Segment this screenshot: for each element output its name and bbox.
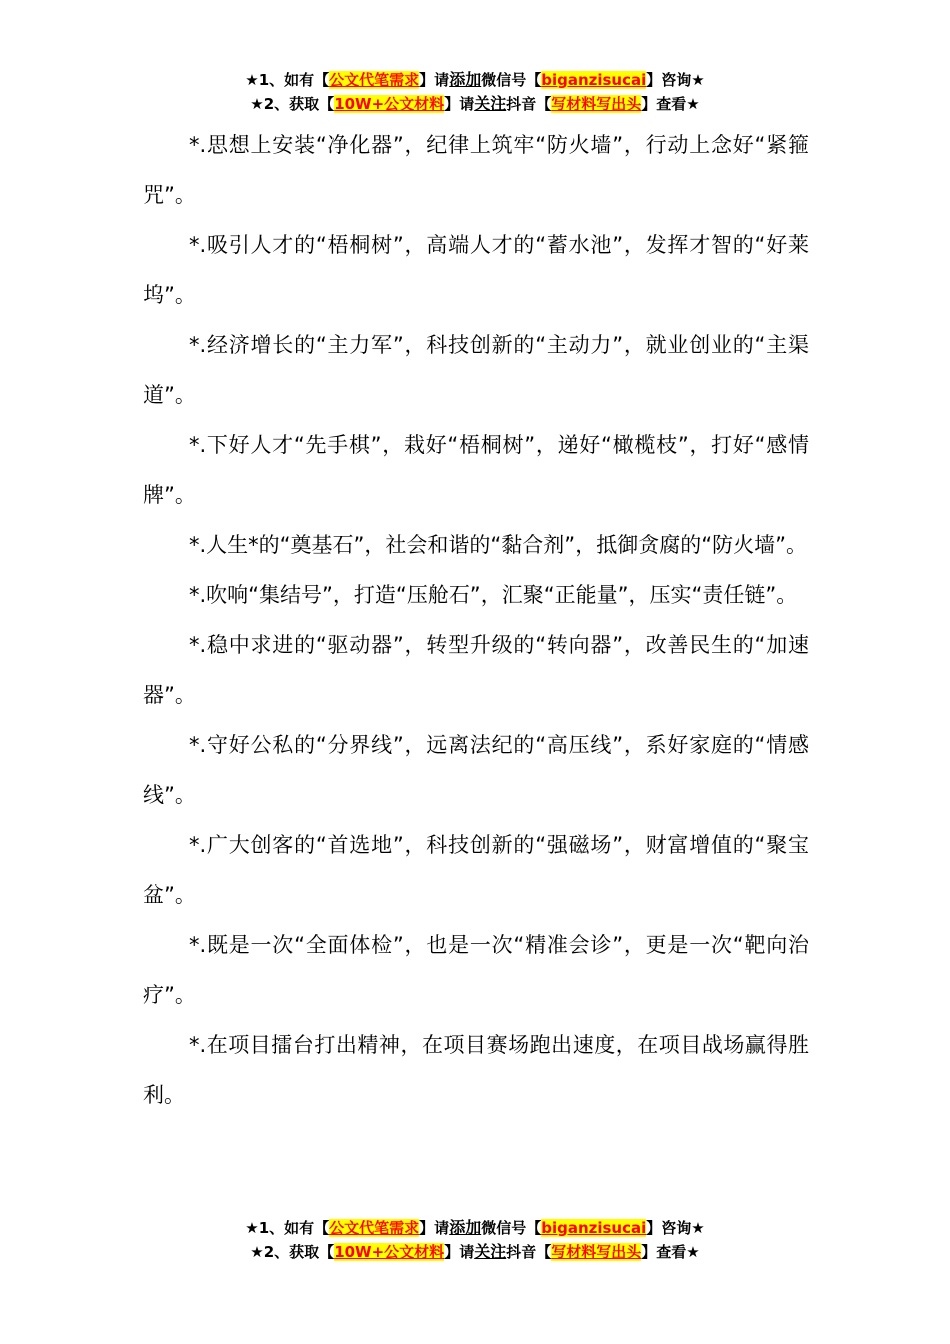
highlight-materials: 10W+公文材料: [334, 95, 445, 113]
banner-text: 微信号【: [481, 71, 542, 89]
paragraph-5: *.人生*的“奠基石”，社会和谐的“黏合剂”，抵御贪腐的“防火墙”。: [189, 533, 807, 557]
paragraph-9: *.广大创客的“首选地”，科技创新的“强磁场”，财富增值的“聚宝盆”。: [143, 833, 809, 907]
paragraph-10: *.既是一次“全面体检”，也是一次“精准会诊”，更是一次“靶向治疗”。: [143, 933, 809, 1007]
paragraph-3: *.经济增长的“主力军”，科技创新的“主动力”，就业创业的“主渠道”。: [143, 333, 809, 407]
banner-text: 】请: [444, 95, 475, 113]
highlight-service: 公文代笔需求: [329, 1219, 420, 1237]
paragraph-8: *.守好公私的“分界线”，远离法纪的“高压线”，系好家庭的“情感线”。: [143, 733, 809, 807]
paragraph-7: *.稳中求进的“驱动器”，转型升级的“转向器”，改善民生的“加速器”。: [143, 633, 809, 707]
banner-text: 抖音【: [506, 95, 552, 113]
banner-text: 】查看★: [641, 1243, 700, 1261]
banner-line-2: [0, 92, 950, 116]
emphasis-add: 添加: [449, 1218, 482, 1237]
banner-text: 抖音【: [506, 1243, 552, 1261]
paragraph-1: *.思想上安装“净化器”，纪律上筑牢“防火墙”，行动上念好“紧箍咒”。: [143, 133, 809, 207]
banner-text: 】请: [419, 1219, 450, 1237]
emphasis-add: 添加: [449, 70, 482, 89]
banner-text: 】请: [419, 71, 450, 89]
paragraph-11: *.在项目擂台打出精神，在项目赛场跑出速度，在项目战场赢得胜利。: [143, 1033, 809, 1107]
banner-text: ★1、如有【: [245, 71, 330, 89]
header-banner: [0, 68, 950, 116]
banner-text: 】请: [444, 1243, 475, 1261]
banner-text: 】查看★: [641, 95, 700, 113]
banner-text: ★1、如有【: [245, 1219, 330, 1237]
highlight-service: 公文代笔需求: [329, 71, 420, 89]
document-body: [143, 120, 809, 1120]
footer-banner: [0, 1216, 950, 1264]
highlight-douyin-account: 写材料写出头: [551, 1243, 642, 1261]
banner-text: 】咨询★: [646, 71, 705, 89]
highlight-materials: 10W+公文材料: [334, 1243, 445, 1261]
banner-line-1: [0, 68, 950, 92]
highlight-wechat-id: biganzisucai: [541, 1219, 647, 1237]
paragraph-4: *.下好人才“先手棋”，栽好“梧桐树”，递好“橄榄枝”，打好“感情牌”。: [143, 433, 809, 507]
emphasis-follow: 关注: [474, 1242, 507, 1261]
banner-text: ★2、获取【: [250, 95, 335, 113]
banner-text: ★2、获取【: [250, 1243, 335, 1261]
banner-line-2: [0, 1240, 950, 1264]
banner-text: 微信号【: [481, 1219, 542, 1237]
highlight-douyin-account: 写材料写出头: [551, 95, 642, 113]
banner-line-1: [0, 1216, 950, 1240]
paragraph-2: *.吸引人才的“梧桐树”，高端人才的“蓄水池”，发挥才智的“好莱坞”。: [143, 233, 809, 307]
banner-text: 】咨询★: [646, 1219, 705, 1237]
emphasis-follow: 关注: [474, 94, 507, 113]
paragraph-6: *.吹响“集结号”，打造“压舱石”，汇聚“正能量”，压实“责任链”。: [189, 583, 798, 607]
highlight-wechat-id: biganzisucai: [541, 71, 647, 89]
